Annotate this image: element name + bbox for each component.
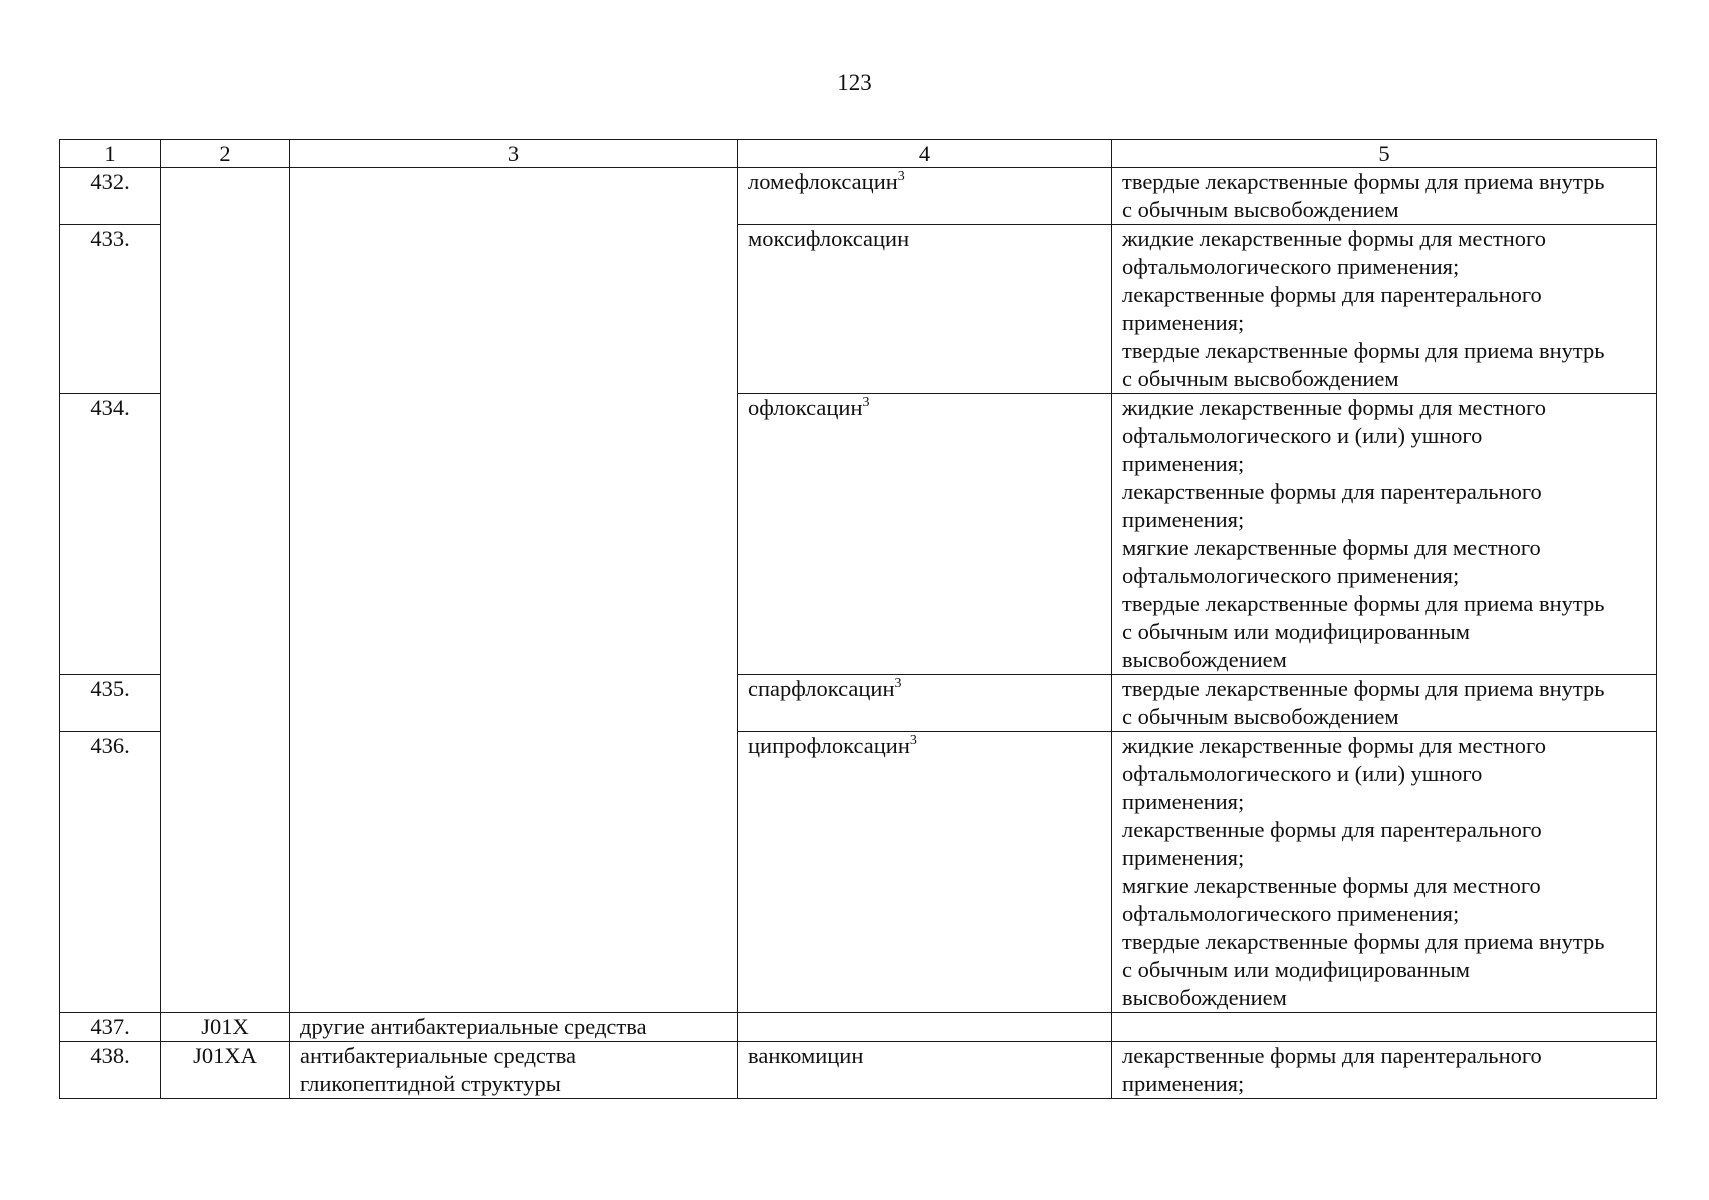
dosage-form-line: применения; xyxy=(1122,1071,1245,1096)
drug-list-table xyxy=(59,139,1657,1099)
dosage-form-line: жидкие лекарственные формы для местного xyxy=(1122,226,1546,251)
dosage-form-line: с обычным высвобождением xyxy=(1122,366,1399,391)
column-header-1: 1 xyxy=(60,140,161,168)
atc-code-cell xyxy=(161,168,290,1013)
dosage-form-line: лекарственные формы для парентерального xyxy=(1122,479,1542,504)
dosage-form-line: высвобождением xyxy=(1122,985,1287,1010)
dosage-form-line: применения; xyxy=(1122,507,1245,532)
dosage-form-line: с обычным или модифицированным xyxy=(1122,619,1470,644)
dosage-form-line: высвобождением xyxy=(1122,647,1287,672)
row-number: 432. xyxy=(60,168,161,225)
dosage-form-line: офтальмологического применения; xyxy=(1122,563,1460,588)
dosage-form-line: применения; xyxy=(1122,845,1245,870)
row-number: 438. xyxy=(60,1042,161,1099)
page-number: 123 xyxy=(837,70,872,95)
drug-name-cell xyxy=(738,394,1112,675)
drug-name: ципрофлоксацин xyxy=(748,733,910,758)
dosage-form-line: применения; xyxy=(1122,451,1245,476)
table-row xyxy=(60,168,1657,225)
table-row xyxy=(60,1042,1657,1099)
row-number: 435. xyxy=(60,675,161,732)
dosage-form-line: офтальмологического применения; xyxy=(1122,901,1460,926)
drug-name-cell xyxy=(738,1042,1112,1099)
dosage-form-line: лекарственные формы для парентерального xyxy=(1122,817,1542,842)
drug-name-cell xyxy=(738,732,1112,1013)
dosage-form-line: жидкие лекарственные формы для местного xyxy=(1122,733,1546,758)
footnote-mark: 3 xyxy=(894,676,902,691)
dosage-form-line: твердые лекарственные формы для приема внутрь xyxy=(1122,169,1605,194)
dosage-form-line: твердые лекарственные формы для приема внутрь xyxy=(1122,338,1605,363)
row-number: 436. xyxy=(60,732,161,1013)
column-header-4: 4 xyxy=(738,140,1112,168)
dosage-form-line: с обычным или модифицированным xyxy=(1122,957,1470,982)
group-name-cell xyxy=(290,1042,738,1099)
dosage-forms-cell xyxy=(1112,732,1657,1013)
dosage-form-line: твердые лекарственные формы для приема внутрь xyxy=(1122,929,1605,954)
drug-name: моксифлоксацин xyxy=(748,226,910,251)
dosage-form-line: применения; xyxy=(1122,310,1245,335)
dosage-form-line: твердые лекарственные формы для приема внутрь xyxy=(1122,591,1605,616)
drug-name-cell xyxy=(738,225,1112,394)
drug-name-cell xyxy=(738,1013,1112,1042)
dosage-form-line: офтальмологического применения; xyxy=(1122,254,1460,279)
dosage-form-line: лекарственные формы для парентерального xyxy=(1122,282,1542,307)
dosage-forms-cell xyxy=(1112,1042,1657,1099)
group-name-cell xyxy=(290,1013,738,1042)
dosage-form-line: мягкие лекарственные формы для местного xyxy=(1122,873,1541,898)
table-header-row xyxy=(60,140,1657,168)
dosage-form-line: офтальмологического и (или) ушного xyxy=(1122,761,1483,786)
dosage-form-line: с обычным высвобождением xyxy=(1122,197,1399,222)
group-name-line: гликопептидной структуры xyxy=(300,1071,561,1096)
column-header-3: 3 xyxy=(290,140,738,168)
dosage-forms-cell xyxy=(1112,394,1657,675)
dosage-form-line: с обычным высвобождением xyxy=(1122,704,1399,729)
drug-name: ванкомицин xyxy=(748,1043,864,1068)
drug-name: офлоксацин xyxy=(748,395,863,420)
dosage-form-line: лекарственные формы для парентерального xyxy=(1122,1043,1542,1068)
dosage-forms-cell xyxy=(1112,225,1657,394)
footnote-mark: 3 xyxy=(897,169,905,184)
atc-code-cell: J01XA xyxy=(161,1042,290,1099)
dosage-forms-cell xyxy=(1112,168,1657,225)
footnote-mark: 3 xyxy=(862,395,870,410)
row-number: 434. xyxy=(60,394,161,675)
group-name-line: другие антибактериальные средства xyxy=(300,1014,647,1039)
group-name-cell xyxy=(290,168,738,1013)
dosage-forms-cell xyxy=(1112,1013,1657,1042)
drug-name-cell xyxy=(738,168,1112,225)
dosage-form-line: офтальмологического и (или) ушного xyxy=(1122,423,1483,448)
column-header-2: 2 xyxy=(161,140,290,168)
column-header-5: 5 xyxy=(1112,140,1657,168)
dosage-form-line: применения; xyxy=(1122,789,1245,814)
footnote-mark: 3 xyxy=(909,733,917,748)
row-number: 433. xyxy=(60,225,161,394)
group-name-line: антибактериальные средства xyxy=(300,1043,577,1068)
dosage-form-line: твердые лекарственные формы для приема внутрь xyxy=(1122,676,1605,701)
row-number: 437. xyxy=(60,1013,161,1042)
dosage-form-line: жидкие лекарственные формы для местного xyxy=(1122,395,1546,420)
drug-name: спарфлоксацин xyxy=(748,676,895,701)
atc-code-cell: J01X xyxy=(161,1013,290,1042)
dosage-form-line: мягкие лекарственные формы для местного xyxy=(1122,535,1541,560)
table-row xyxy=(60,1013,1657,1042)
dosage-forms-cell xyxy=(1112,675,1657,732)
drug-name: ломефлоксацин xyxy=(748,169,898,194)
drug-name-cell xyxy=(738,675,1112,732)
